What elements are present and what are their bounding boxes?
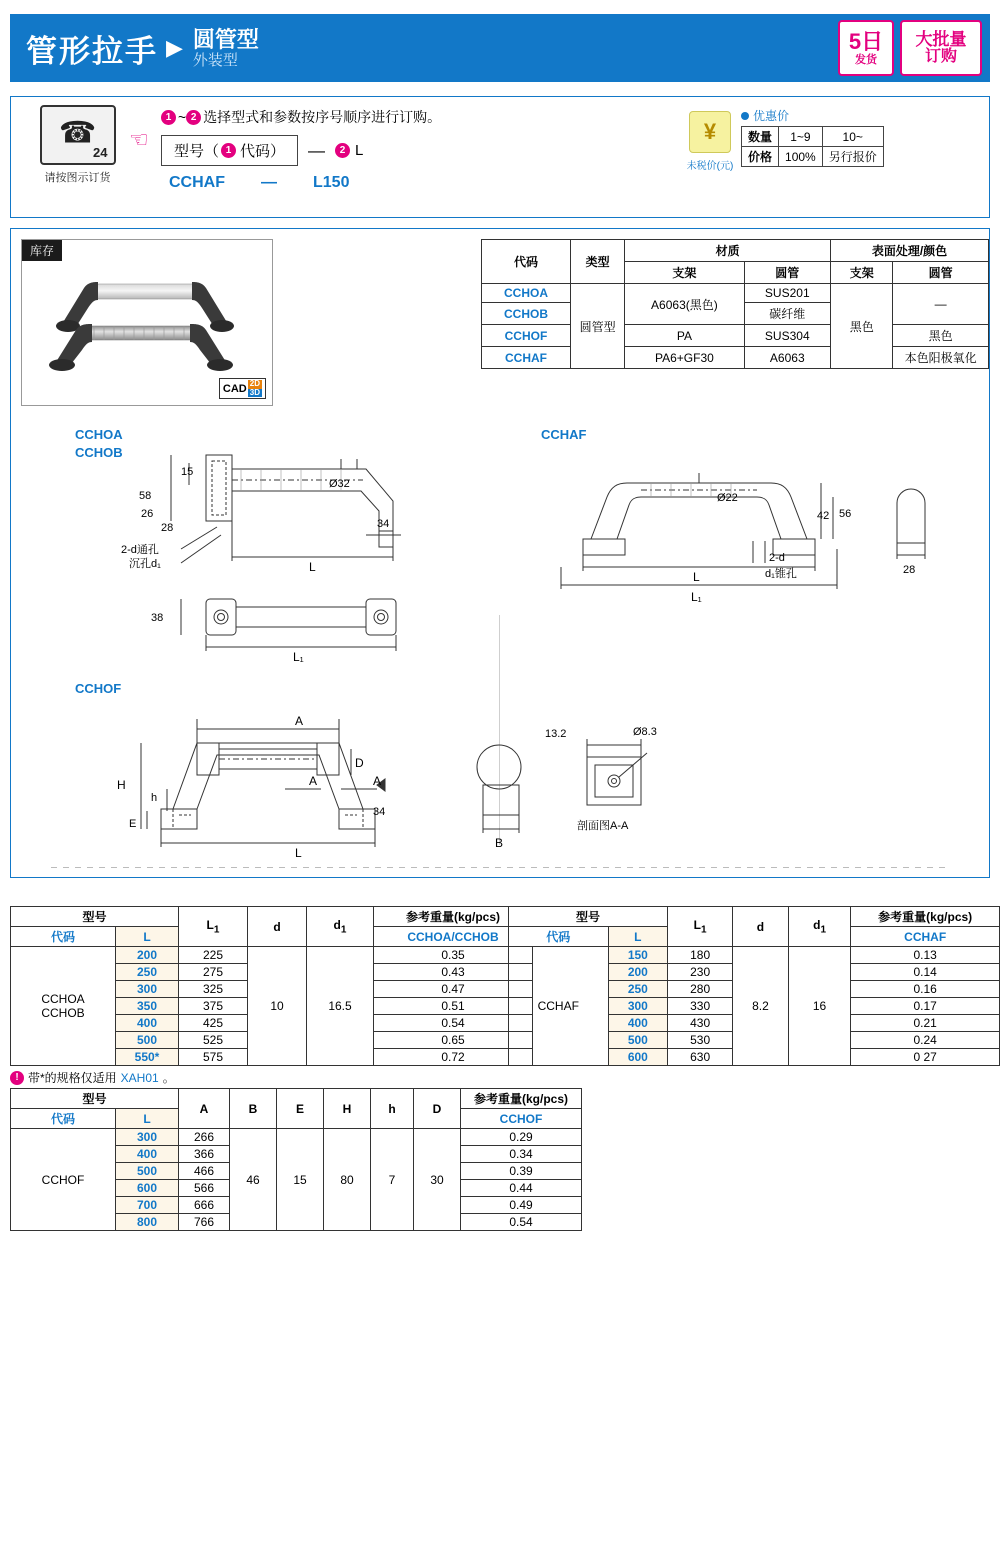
st1-L1-0: 225 [179, 947, 248, 964]
model-code-label-pre: 型号（ [174, 143, 220, 160]
stock-badge: 库存 [22, 240, 62, 261]
st3-A-2: 466 [179, 1163, 230, 1180]
st3-B-value: 46 [230, 1129, 277, 1231]
table-row [509, 947, 1000, 964]
mat-surface-tube-none: — [893, 284, 989, 325]
st3-H-value: 80 [324, 1129, 371, 1231]
drawing-label-cchaf: CCHAF [541, 427, 587, 442]
st2-L1-2: 280 [668, 981, 733, 998]
dim-28: 28 [161, 522, 174, 534]
st1-L1-2: 325 [179, 981, 248, 998]
note-text-pre: 带*的规格仅适用 [28, 1071, 117, 1085]
st2-w-5: 0.24 [851, 1032, 1000, 1049]
yen-icon: ¥ [689, 111, 731, 153]
phone-order-area [25, 105, 130, 185]
mat-head-code: 代码 [482, 240, 571, 284]
pointing-hand-icon: ☞ [129, 127, 149, 152]
st3-head-h: h [371, 1089, 414, 1129]
dim-L1: L₁ [691, 590, 702, 604]
subtitle-primary: 圆管型 [192, 26, 259, 52]
st1-L1-4: 425 [179, 1015, 248, 1032]
mat-code-cchoa: CCHOA [482, 284, 571, 303]
order-example-row [169, 174, 661, 192]
st3-head-code: 代码 [11, 1109, 116, 1129]
telephone-glyph: ☎ [58, 116, 97, 150]
st3-head-D: D [414, 1089, 461, 1129]
dim-58: 58 [139, 490, 152, 502]
mat-head-tube: 圆管 [744, 262, 831, 284]
dim-56: 56 [839, 508, 852, 520]
st3-head-E: E [277, 1089, 324, 1129]
st1-L1-6: 575 [179, 1049, 248, 1066]
example-model-code: CCHAF [169, 174, 225, 191]
drawing-cchof [21, 689, 661, 869]
dim-L1: L₁ [293, 650, 304, 664]
st1-w-1: 0.43 [374, 964, 533, 981]
product-detail-panel [10, 228, 990, 878]
dim-E: E [129, 818, 137, 830]
st2-L1-6: 630 [668, 1049, 733, 1066]
title-arrow-icon: ▶ [166, 35, 183, 60]
badge-bulk-line2: 订购 [924, 47, 957, 65]
drawing-cchoa-cchob [21, 439, 491, 669]
st1-head-L: L [116, 927, 179, 947]
dim-hole-through: 2-d通孔 [121, 544, 159, 556]
cad-label: CAD [222, 382, 247, 395]
st3-code-label: CCHOF [11, 1129, 116, 1231]
header-badges [838, 20, 982, 76]
model-code-step-badge: 1 [221, 143, 236, 158]
st1-L-5: 500 [116, 1032, 179, 1049]
table-row [742, 127, 884, 147]
dim-L: L [295, 846, 302, 860]
badge-days-number: 5日 [848, 28, 884, 54]
spec-table-cchof-wrap [10, 1088, 582, 1231]
st3-w-1: 0.34 [461, 1146, 582, 1163]
table-row [742, 147, 884, 167]
order-format-dash: — [308, 140, 326, 160]
discount-price-table [741, 126, 884, 167]
mat-head-type: 类型 [570, 240, 624, 284]
st3-w-5: 0.54 [461, 1214, 582, 1231]
st1-L-6: 550* [116, 1049, 179, 1066]
drawing-label-cchof: CCHOF [75, 681, 122, 696]
cad-dimension-badges [248, 380, 262, 397]
phone-icon [40, 105, 116, 165]
st2-head-code: 代码 [509, 927, 609, 947]
dim-dia8-3: Ø8.3 [633, 726, 657, 738]
st2-head-weight-sub: CCHAF [851, 927, 1000, 947]
price-tax-caption: 未税价(元) [686, 161, 734, 172]
st2-head-L1: $L_1$ [668, 907, 733, 947]
st3-head-H: H [324, 1089, 371, 1129]
dim-dia32: Ø32 [329, 478, 350, 490]
st1-head-d: d [248, 907, 307, 947]
st3-w-3: 0.44 [461, 1180, 582, 1197]
spec-note [10, 1069, 533, 1086]
info-icon: ! [10, 1071, 24, 1085]
st1-code-cchoa: CCHOA [41, 992, 85, 1006]
st3-head-weight-sub: CCHOF [461, 1109, 582, 1129]
st1-head-weight-sub: CCHOA/CCHOB [374, 927, 533, 947]
st3-A-3: 566 [179, 1180, 230, 1197]
st1-d-value: 10 [248, 947, 307, 1066]
mat-surface-tube-black: 黑色 [893, 325, 989, 347]
order-format-row [161, 135, 661, 166]
dim-L: L [309, 560, 316, 574]
order-instruction-line [161, 107, 661, 127]
st1-w-3: 0.51 [374, 998, 533, 1015]
st3-D-value: 30 [414, 1129, 461, 1231]
dim-15: 15 [181, 466, 194, 478]
st2-L1-3: 330 [668, 998, 733, 1015]
st3-head-weight: 参考重量(kg/pcs) [461, 1089, 582, 1109]
st2-d1-value: 16 [788, 947, 851, 1066]
example-length-code: L150 [313, 174, 350, 191]
mat-type-value: 圆管型 [570, 284, 624, 369]
table-header-row [482, 240, 989, 262]
qty-row-label: 数量 [742, 127, 779, 147]
table-row [11, 1129, 582, 1146]
st2-L1-4: 430 [668, 1015, 733, 1032]
table-row [11, 947, 533, 964]
dim-A: A [295, 714, 304, 728]
qty-range-2: 10~ [822, 127, 883, 147]
price-value-2: 另行报价 [822, 147, 883, 167]
phone-caption: 请按图示订货 [44, 172, 111, 184]
material-table-wrap [481, 239, 989, 369]
st2-L-4: 400 [608, 1015, 668, 1032]
st2-L1-1: 230 [668, 964, 733, 981]
discount-price-title: 优惠价 [753, 109, 790, 123]
st3-A-1: 366 [179, 1146, 230, 1163]
st2-head-L: L [608, 927, 668, 947]
drawing-cchaf [521, 439, 981, 669]
st3-A-4: 666 [179, 1197, 230, 1214]
dim-26: 26 [141, 508, 154, 520]
mat-code-cchof: CCHOF [482, 325, 571, 347]
dim-34: 34 [373, 806, 386, 818]
st2-L-6: 600 [608, 1049, 668, 1066]
table-header-row [509, 907, 1000, 927]
mat-head-bracket: 支架 [625, 262, 744, 284]
st2-w-2: 0.16 [851, 981, 1000, 998]
table-header-row [11, 1089, 582, 1109]
instruction-text: 选择型式和参数按序号顺序进行订购。 [203, 109, 442, 125]
st1-L-2: 300 [116, 981, 179, 998]
dim-h: h [151, 792, 158, 804]
st1-head-code: 代码 [11, 927, 116, 947]
dim-B: B [495, 836, 504, 850]
mat-code-cchob: CCHOB [482, 303, 571, 325]
st2-head-d1: $d_1$ [788, 907, 851, 947]
badge-days-text: 发货 [855, 53, 877, 66]
spec-table-cchoa-cchob [10, 906, 533, 1066]
dim-2d: 2-d [769, 552, 785, 564]
ordering-instructions-box [10, 96, 990, 218]
st1-d1-value: 16.5 [307, 947, 374, 1066]
st3-head-A: A [179, 1089, 230, 1129]
st3-head-L: L [116, 1109, 179, 1129]
price-row-label: 价格 [742, 147, 779, 167]
cad-2d-label: 2D [249, 379, 260, 389]
mat-tube-sus304: SUS304 [744, 325, 831, 347]
dim-28: 28 [903, 564, 916, 576]
dim-D: D [355, 756, 364, 770]
mat-head-surface-tube: 圆管 [893, 262, 989, 284]
st3-L-3: 600 [116, 1180, 179, 1197]
st2-L1-0: 180 [668, 947, 733, 964]
page-title: 管形拉手 [26, 33, 158, 69]
cad-badge[interactable] [219, 378, 266, 399]
st2-L-5: 500 [608, 1032, 668, 1049]
step-2-badge: 2 [186, 110, 201, 125]
st2-L1-5: 530 [668, 1032, 733, 1049]
st3-L-1: 400 [116, 1146, 179, 1163]
dim-42: 42 [817, 510, 830, 522]
phone-24-label: 24 [93, 145, 108, 160]
st1-w-6: 0.72 [374, 1049, 533, 1066]
st2-w-1: 0.14 [851, 964, 1000, 981]
section-letter-a-right: A [373, 774, 382, 788]
dim-L: L [693, 570, 700, 584]
length-label: L [355, 142, 364, 159]
page-header [10, 14, 990, 82]
st1-L-0: 200 [116, 947, 179, 964]
product-photo [21, 239, 273, 406]
mat-tube-a6063: A6063 [744, 347, 831, 369]
technical-drawings [11, 419, 989, 877]
note-text-post: 。 [162, 1071, 175, 1085]
st1-L-1: 250 [116, 964, 179, 981]
spec-table-cchaf-wrap [508, 906, 1000, 1066]
mat-head-surface: 表面处理/颜色 [831, 240, 989, 262]
st3-L-4: 700 [116, 1197, 179, 1214]
table-header-row [11, 907, 533, 927]
st3-A-5: 766 [179, 1214, 230, 1231]
st1-L1-5: 525 [179, 1032, 248, 1049]
st2-L-0: 150 [608, 947, 668, 964]
st1-code-cchob: CCHOB [41, 1006, 85, 1020]
st3-w-4: 0.49 [461, 1197, 582, 1214]
st2-L-2: 250 [608, 981, 668, 998]
st3-head-B: B [230, 1089, 277, 1129]
st3-L-0: 300 [116, 1129, 179, 1146]
mat-surface-tube-anodized: 本色阳极氧化 [893, 347, 989, 369]
table-row [482, 325, 989, 347]
st1-L-3: 350 [116, 998, 179, 1015]
mat-bracket-pa6gf30: PA6+GF30 [625, 347, 744, 369]
table-row [482, 284, 989, 303]
length-code-box [335, 142, 363, 159]
mat-head-surface-bracket: 支架 [831, 262, 893, 284]
order-code-builder [161, 107, 661, 192]
st2-d-value: 8.2 [733, 947, 789, 1066]
instruction-tilde: ~ [178, 109, 187, 125]
mat-head-material: 材质 [625, 240, 831, 262]
st2-head-model: 型号 [509, 907, 668, 927]
bullet-icon [741, 112, 749, 120]
st1-head-L1: $L_1$ [179, 907, 248, 947]
mat-tube-sus201: SUS201 [744, 284, 831, 303]
st1-head-weight: 参考重量(kg/pcs) [374, 907, 533, 927]
st2-code-label: CCHAF [509, 947, 609, 1066]
discount-price-title-row [741, 107, 979, 124]
section-caption: 剖面图A-A [577, 820, 629, 832]
st1-code-labels [11, 947, 116, 1066]
st3-h-value: 7 [371, 1129, 414, 1231]
st3-A-0: 266 [179, 1129, 230, 1146]
st3-E-value: 15 [277, 1129, 324, 1231]
mat-code-cchaf: CCHAF [482, 347, 571, 369]
st2-L-1: 200 [608, 964, 668, 981]
st1-L-4: 400 [116, 1015, 179, 1032]
st1-head-d1: $d_1$ [307, 907, 374, 947]
qty-range-1: 1~9 [779, 127, 823, 147]
badge-5day-shipping [838, 20, 894, 76]
title-subtitle-group [193, 27, 259, 70]
st2-head-d: d [733, 907, 789, 947]
st2-L-3: 300 [608, 998, 668, 1015]
length-step-badge: 2 [335, 143, 350, 158]
badge-bulk-line1: 大批量 [915, 29, 967, 49]
dim-dia22: Ø22 [717, 492, 738, 504]
st3-L-5: 800 [116, 1214, 179, 1231]
section-letter-a-left: A [309, 774, 318, 788]
st3-w-2: 0.39 [461, 1163, 582, 1180]
st2-w-0: 0.13 [851, 947, 1000, 964]
price-value-1: 100% [779, 147, 823, 167]
discount-price-table-wrap [741, 107, 979, 172]
table-row [482, 347, 989, 369]
st2-head-weight: 参考重量(kg/pcs) [851, 907, 1000, 927]
mat-surface-bracket-black: 黑色 [831, 284, 893, 369]
model-code-box [161, 135, 298, 166]
mat-bracket-pa: PA [625, 325, 744, 347]
material-table [481, 239, 989, 369]
st2-w-4: 0.21 [851, 1015, 1000, 1032]
model-code-label-post: 代码） [240, 143, 286, 160]
example-dash: — [261, 174, 277, 191]
mat-tube-carbon: 碳纤维 [744, 303, 831, 325]
currency-block [679, 107, 741, 172]
price-block [679, 107, 979, 172]
dim-d1-taper: d₁锥孔 [765, 568, 797, 580]
spec-table-cchaf [508, 906, 1000, 1066]
st3-w-0: 0.29 [461, 1129, 582, 1146]
dim-34: 34 [377, 518, 390, 530]
dim-13-2: 13.2 [545, 728, 567, 740]
st1-w-2: 0.47 [374, 981, 533, 998]
mat-bracket-a6063: A6063(黑色) [625, 284, 744, 325]
st1-w-4: 0.54 [374, 1015, 533, 1032]
st2-w-3: 0.17 [851, 998, 1000, 1015]
drawing-label-cchob: CCHOB [75, 445, 123, 460]
cad-3d-label: 3D [249, 387, 260, 397]
note-link[interactable]: XAH01 [120, 1070, 159, 1085]
dim-H: H [117, 778, 126, 792]
spec-table-cchof [10, 1088, 582, 1231]
st3-head-model: 型号 [11, 1089, 179, 1109]
dim-counterbore: 沉孔d₁ [129, 558, 161, 570]
spec-table-cchoa-cchob-wrap [10, 906, 533, 1086]
st1-w-0: 0.35 [374, 947, 533, 964]
dim-38: 38 [151, 612, 164, 624]
drawing-label-cchoa: CCHOA [75, 427, 123, 442]
step-1-badge: 1 [161, 110, 176, 125]
st1-head-model: 型号 [11, 907, 179, 927]
st1-L1-3: 375 [179, 998, 248, 1015]
st1-w-5: 0.65 [374, 1032, 533, 1049]
st3-L-2: 500 [116, 1163, 179, 1180]
st2-w-6: 0 27 [851, 1049, 1000, 1066]
st1-L1-1: 275 [179, 964, 248, 981]
subtitle-secondary: 外装型 [192, 52, 238, 70]
badge-bulk-order [900, 20, 982, 76]
